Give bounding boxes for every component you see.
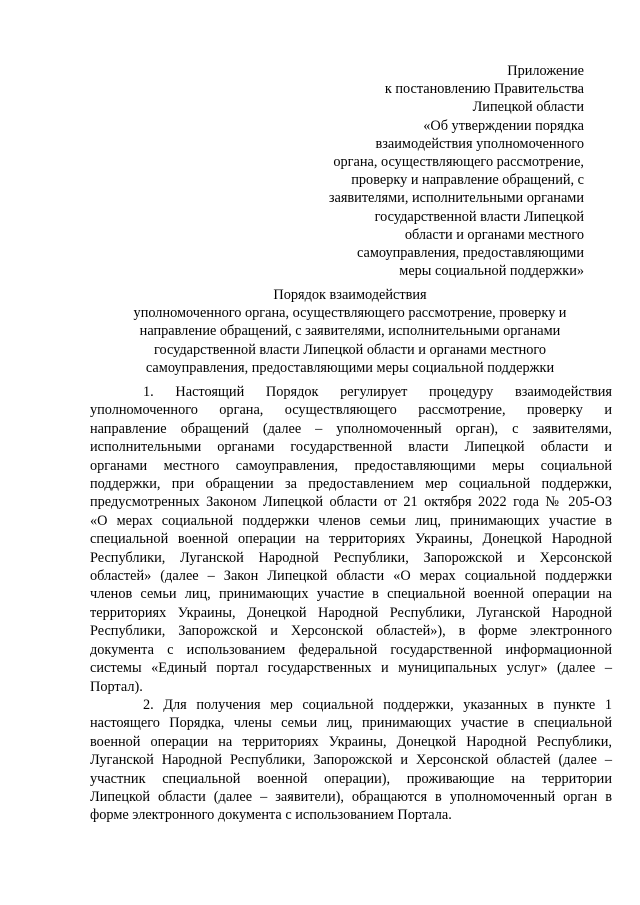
paragraph-line: специальной военной операции на территориях Украины, Донецкой Народной — [90, 531, 612, 548]
appendix-line: органа, осуществляющего рассмотрение, — [333, 154, 584, 171]
appendix-line: заявителями, исполнительными органами — [328, 190, 584, 207]
appendix-line: взаимодействия уполномоченного — [375, 135, 584, 152]
appendix-header — [298, 62, 584, 280]
paragraph-line: 1. Настоящий Порядок регулирует процедуру взаимодействия — [143, 384, 612, 400]
document-body — [90, 383, 612, 825]
paragraph-line: областей» (далее – Закон Липецкой области «О мерах социальной поддержки — [90, 568, 612, 585]
title-line: Порядок взаимодействия — [273, 287, 427, 303]
paragraph-line: уполномоченного органа, осуществляющего рассмотрение, проверку и — [90, 402, 612, 419]
title-line: направление обращений, с заявителями, исполнительными органами — [139, 323, 561, 340]
appendix-line: самоуправления, предоставляющими — [356, 245, 584, 262]
appendix-line: «Об утверждении порядка — [423, 117, 584, 134]
appendix-line: Приложение — [507, 63, 584, 79]
paragraph-line: Портал). — [90, 678, 143, 695]
paragraph-line: членов семьи лиц, принимающих участие в специальной военной операции на — [90, 586, 612, 603]
paragraph-line: поддержки, при обращении за предоставлением мер социальной поддержки, — [90, 476, 612, 493]
paragraph-line: территориях Украины, Донецкой Народной Республики, Луганской Народной — [90, 604, 612, 621]
paragraph-line: Луганской Народной Республики, Запорожской и Херсонской областей (далее – — [90, 752, 612, 769]
paragraph-line: системы «Единый портал государственных и муниципальных услуг» (далее – — [90, 660, 612, 677]
paragraph-line: участник специальной военной операции), проживающие на территории — [90, 770, 612, 787]
title-line: государственной власти Липецкой области и органами местного — [153, 341, 547, 358]
paragraph-2 — [90, 696, 612, 825]
title-line: самоуправления, предоставляющими меры социальной поддержки — [145, 359, 555, 376]
appendix-line: к постановлению Правительства — [384, 81, 584, 98]
paragraph-line: «О мерах социальной поддержки членов семьи лиц, принимающих участие в — [90, 512, 612, 529]
appendix-line: проверку и направление обращений, с — [351, 172, 584, 189]
appendix-line: Липецкой области — [472, 99, 584, 116]
paragraph-line: 2. Для получения мер социальной поддержки, указанных в пункте 1 — [143, 696, 612, 713]
paragraph-line: исполнительными органами государственной власти Липецкой области и — [90, 439, 612, 456]
paragraph-1 — [90, 383, 612, 696]
paragraph-line: направление обращений (далее – уполномоченный орган), с заявителями, — [90, 420, 612, 437]
paragraph-line: Республики, Запорожской и Херсонской областей»), в форме электронного — [90, 623, 612, 640]
paragraph-line: форме электронного документа с использованием Портала. — [90, 807, 452, 824]
paragraph-line: предусмотренных Законом Липецкой области от 21 октября 2022 года № 205-ОЗ — [90, 494, 612, 511]
paragraph-line: органами местного самоуправления, предоставляющими меры социальной — [90, 457, 612, 474]
title-line: уполномоченного органа, осуществляющего рассмотрение, проверку и — [133, 305, 567, 322]
appendix-line: меры социальной поддержки» — [399, 263, 584, 280]
paragraph-line: Липецкой области (далее – заявители), обращаются в уполномоченный орган в — [90, 788, 612, 805]
document-title — [90, 286, 610, 377]
paragraph-line: документа с использованием федеральной государственной информационной — [90, 641, 612, 658]
paragraph-line: военной операции на территориях Украины, Донецкой Народной Республики, — [90, 733, 612, 750]
paragraph-line: настоящего Порядка, члены семьи лиц, принимающих участие в специальной — [90, 715, 612, 732]
appendix-line: области и органами местного — [404, 226, 584, 243]
appendix-line: государственной власти Липецкой — [374, 208, 584, 225]
paragraph-line: Республики, Луганской Народной Республики, Запорожской и Херсонской — [90, 549, 612, 566]
